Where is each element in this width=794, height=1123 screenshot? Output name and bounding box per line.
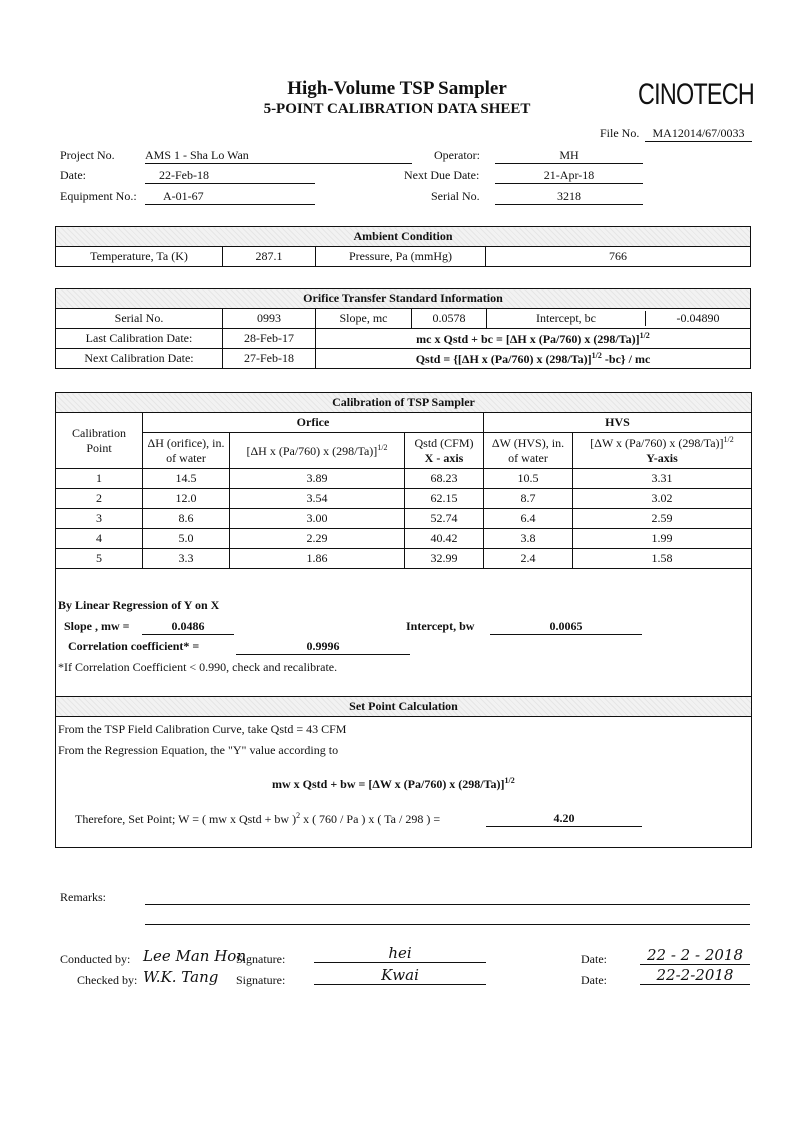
remarks-line-1 [145, 904, 750, 905]
setpoint-header [55, 696, 752, 717]
setpoint-formula: Therefore, Set Point; W = ( mw x Qstd + bw )$^2$ x ( 760 / Pa ) x ( Ta / 298 ) = [75, 811, 441, 826]
hvs-group-header: HVS [484, 413, 752, 433]
sqrt-w-value: 1.99 [573, 529, 752, 549]
sqrt-h-header: [ΔH x (Pa/760) x (298/Ta)]$^{1/2}$ [230, 433, 405, 469]
next-cal-label: Next Calibration Date: [56, 349, 223, 369]
intercept-bw-value: 0.0065 [490, 619, 642, 635]
sqrt-w-value: 3.02 [573, 489, 752, 509]
dh-header: ΔH (orifice), in. of water [143, 433, 230, 469]
operator-label: Operator: [434, 148, 480, 162]
dh-value: 14.5 [143, 469, 230, 489]
conducted-by-name: Lee Man Hon [143, 947, 246, 965]
dh-value: 5.0 [143, 529, 230, 549]
qstd-value: 32.99 [405, 549, 484, 569]
orifice-title: Orifice Transfer Standard Information [56, 289, 751, 309]
dw-value: 6.4 [484, 509, 573, 529]
calibration-point: 4 [56, 529, 143, 549]
orifice-table [55, 288, 751, 369]
calibration-point: 1 [56, 469, 143, 489]
next-cal-value: 27-Feb-18 [223, 349, 316, 369]
orifice-equation-1: mc x Qstd + bc = [ΔH x (Pa/760) x (298/Ta)]$^{1/2}$ [316, 329, 751, 349]
sqrt-w-value: 1.58 [573, 549, 752, 569]
correlation-value: 0.9996 [236, 639, 410, 655]
correlation-note: *If Correlation Coefficient < 0.990, check and recalibrate. [58, 660, 338, 674]
date-label-1: Date: [581, 952, 607, 966]
orifice-equation-2: Qstd = {[ΔH x (Pa/760) x (298/Ta)]$^{1/2}$ -bc} / mc [316, 349, 751, 369]
temperature-label: Temperature, Ta (K) [56, 247, 223, 267]
remarks-label: Remarks: [60, 890, 106, 904]
project-label: Project No. [60, 148, 115, 162]
table-row [56, 549, 752, 569]
signature-label-2: Signature: [236, 973, 286, 987]
sqrt-h-value: 3.54 [230, 489, 405, 509]
pressure-value: 766 [486, 247, 751, 267]
orifice-serial-value: 0993 [223, 309, 316, 329]
ambient-table [55, 226, 751, 267]
setpoint-line-1: From the TSP Field Calibration Curve, take Qstd = 43 CFM [58, 722, 347, 736]
date-value: 22-Feb-18 [145, 168, 315, 184]
equipment-label: Equipment No.: [60, 189, 137, 203]
date-1: 22 - 2 - 2018 [640, 946, 750, 965]
qstd-value: 68.23 [405, 469, 484, 489]
slope-mc-label: Slope, mc [316, 309, 412, 329]
qstd-value: 52.74 [405, 509, 484, 529]
project-value: AMS 1 - Sha Lo Wan [145, 148, 412, 164]
slope-mw-value: 0.0486 [142, 619, 234, 635]
sqrt-w-header: [ΔW x (Pa/760) x (298/Ta)]$^{1/2}$ Y-axis [573, 433, 752, 469]
sqrt-h-value: 3.00 [230, 509, 405, 529]
sqrt-h-value: 3.89 [230, 469, 405, 489]
setpoint-line-2: From the Regression Equation, the "Y" value according to [58, 743, 339, 757]
dw-value: 8.7 [484, 489, 573, 509]
last-cal-label: Last Calibration Date: [56, 329, 223, 349]
table-row [56, 509, 752, 529]
date-2: 22-2-2018 [640, 966, 750, 985]
qstd-value: 62.15 [405, 489, 484, 509]
setpoint-value: 4.20 [486, 811, 642, 827]
regression-title: By Linear Regression of Y on X [58, 598, 220, 612]
file-no-label: File No. [600, 126, 640, 140]
page-title: High-Volume TSP Sampler [287, 78, 507, 99]
dh-value: 12.0 [143, 489, 230, 509]
sqrt-h-value: 1.86 [230, 549, 405, 569]
dw-value: 3.8 [484, 529, 573, 549]
checked-by-name: W.K. Tang [143, 968, 219, 986]
dh-value: 8.6 [143, 509, 230, 529]
serial-value: 3218 [495, 189, 643, 205]
dw-value: 2.4 [484, 549, 573, 569]
orifice-serial-label: Serial No. [56, 309, 223, 329]
sqrt-w-value: 2.59 [573, 509, 752, 529]
date-label-2: Date: [581, 973, 607, 987]
page-subtitle: 5-POINT CALIBRATION DATA SHEET [263, 101, 531, 117]
date-label: Date: [60, 168, 86, 182]
company-logo: CINOTECH [638, 78, 754, 111]
intercept-bc-label: Intercept, bc [487, 311, 646, 326]
setpoint-title: Set Point Calculation [56, 697, 752, 717]
intercept-bc-value: -0.04890 [676, 311, 720, 325]
remarks-line-2 [145, 924, 750, 925]
orifice-group-header: Orfice [143, 413, 484, 433]
ambient-title: Ambient Condition [56, 227, 751, 247]
conducted-by-label: Conducted by: [60, 952, 131, 966]
calibration-title: Calibration of TSP Sampler [56, 393, 752, 413]
dh-value: 3.3 [143, 549, 230, 569]
intercept-bw-label: Intercept, bw [406, 619, 475, 633]
calibration-point-header: Calibration Point [56, 413, 143, 469]
next-due-value: 21-Apr-18 [495, 168, 643, 184]
last-cal-value: 28-Feb-17 [223, 329, 316, 349]
equipment-value: A-01-67 [145, 189, 315, 205]
checked-by-label: Checked by: [77, 973, 138, 987]
qstd-value: 40.42 [405, 529, 484, 549]
next-due-label: Next Due Date: [404, 168, 480, 182]
table-row [56, 489, 752, 509]
qstd-header: Qstd (CFM) X - axis [405, 433, 484, 469]
calibration-point: 3 [56, 509, 143, 529]
sqrt-h-value: 2.29 [230, 529, 405, 549]
dw-value: 10.5 [484, 469, 573, 489]
slope-mc-value: 0.0578 [412, 309, 487, 329]
table-row [56, 529, 752, 549]
slope-mw-label: Slope , mw = [64, 619, 130, 633]
signature-label-1: Signature: [236, 952, 286, 966]
table-row [56, 469, 752, 489]
calibration-point: 2 [56, 489, 143, 509]
intercept-bc-cell [487, 309, 751, 329]
serial-label: Serial No. [431, 189, 480, 203]
operator-value: MH [495, 148, 643, 164]
setpoint-equation: mw x Qstd + bw = [ΔW x (Pa/760) x (298/Ta)]$^{1/2}$ [272, 776, 515, 791]
correlation-label: Correlation coefficient* = [68, 639, 200, 653]
signature-2: Kwai [314, 966, 486, 985]
file-no-value: MA12014/67/0033 [645, 126, 752, 142]
sqrt-w-value: 3.31 [573, 469, 752, 489]
dw-header: ΔW (HVS), in. of water [484, 433, 573, 469]
pressure-label: Pressure, Pa (mmHg) [316, 247, 486, 267]
calibration-point: 5 [56, 549, 143, 569]
calibration-table [55, 392, 752, 569]
signature-1: hei [314, 944, 486, 963]
temperature-value: 287.1 [223, 247, 316, 267]
